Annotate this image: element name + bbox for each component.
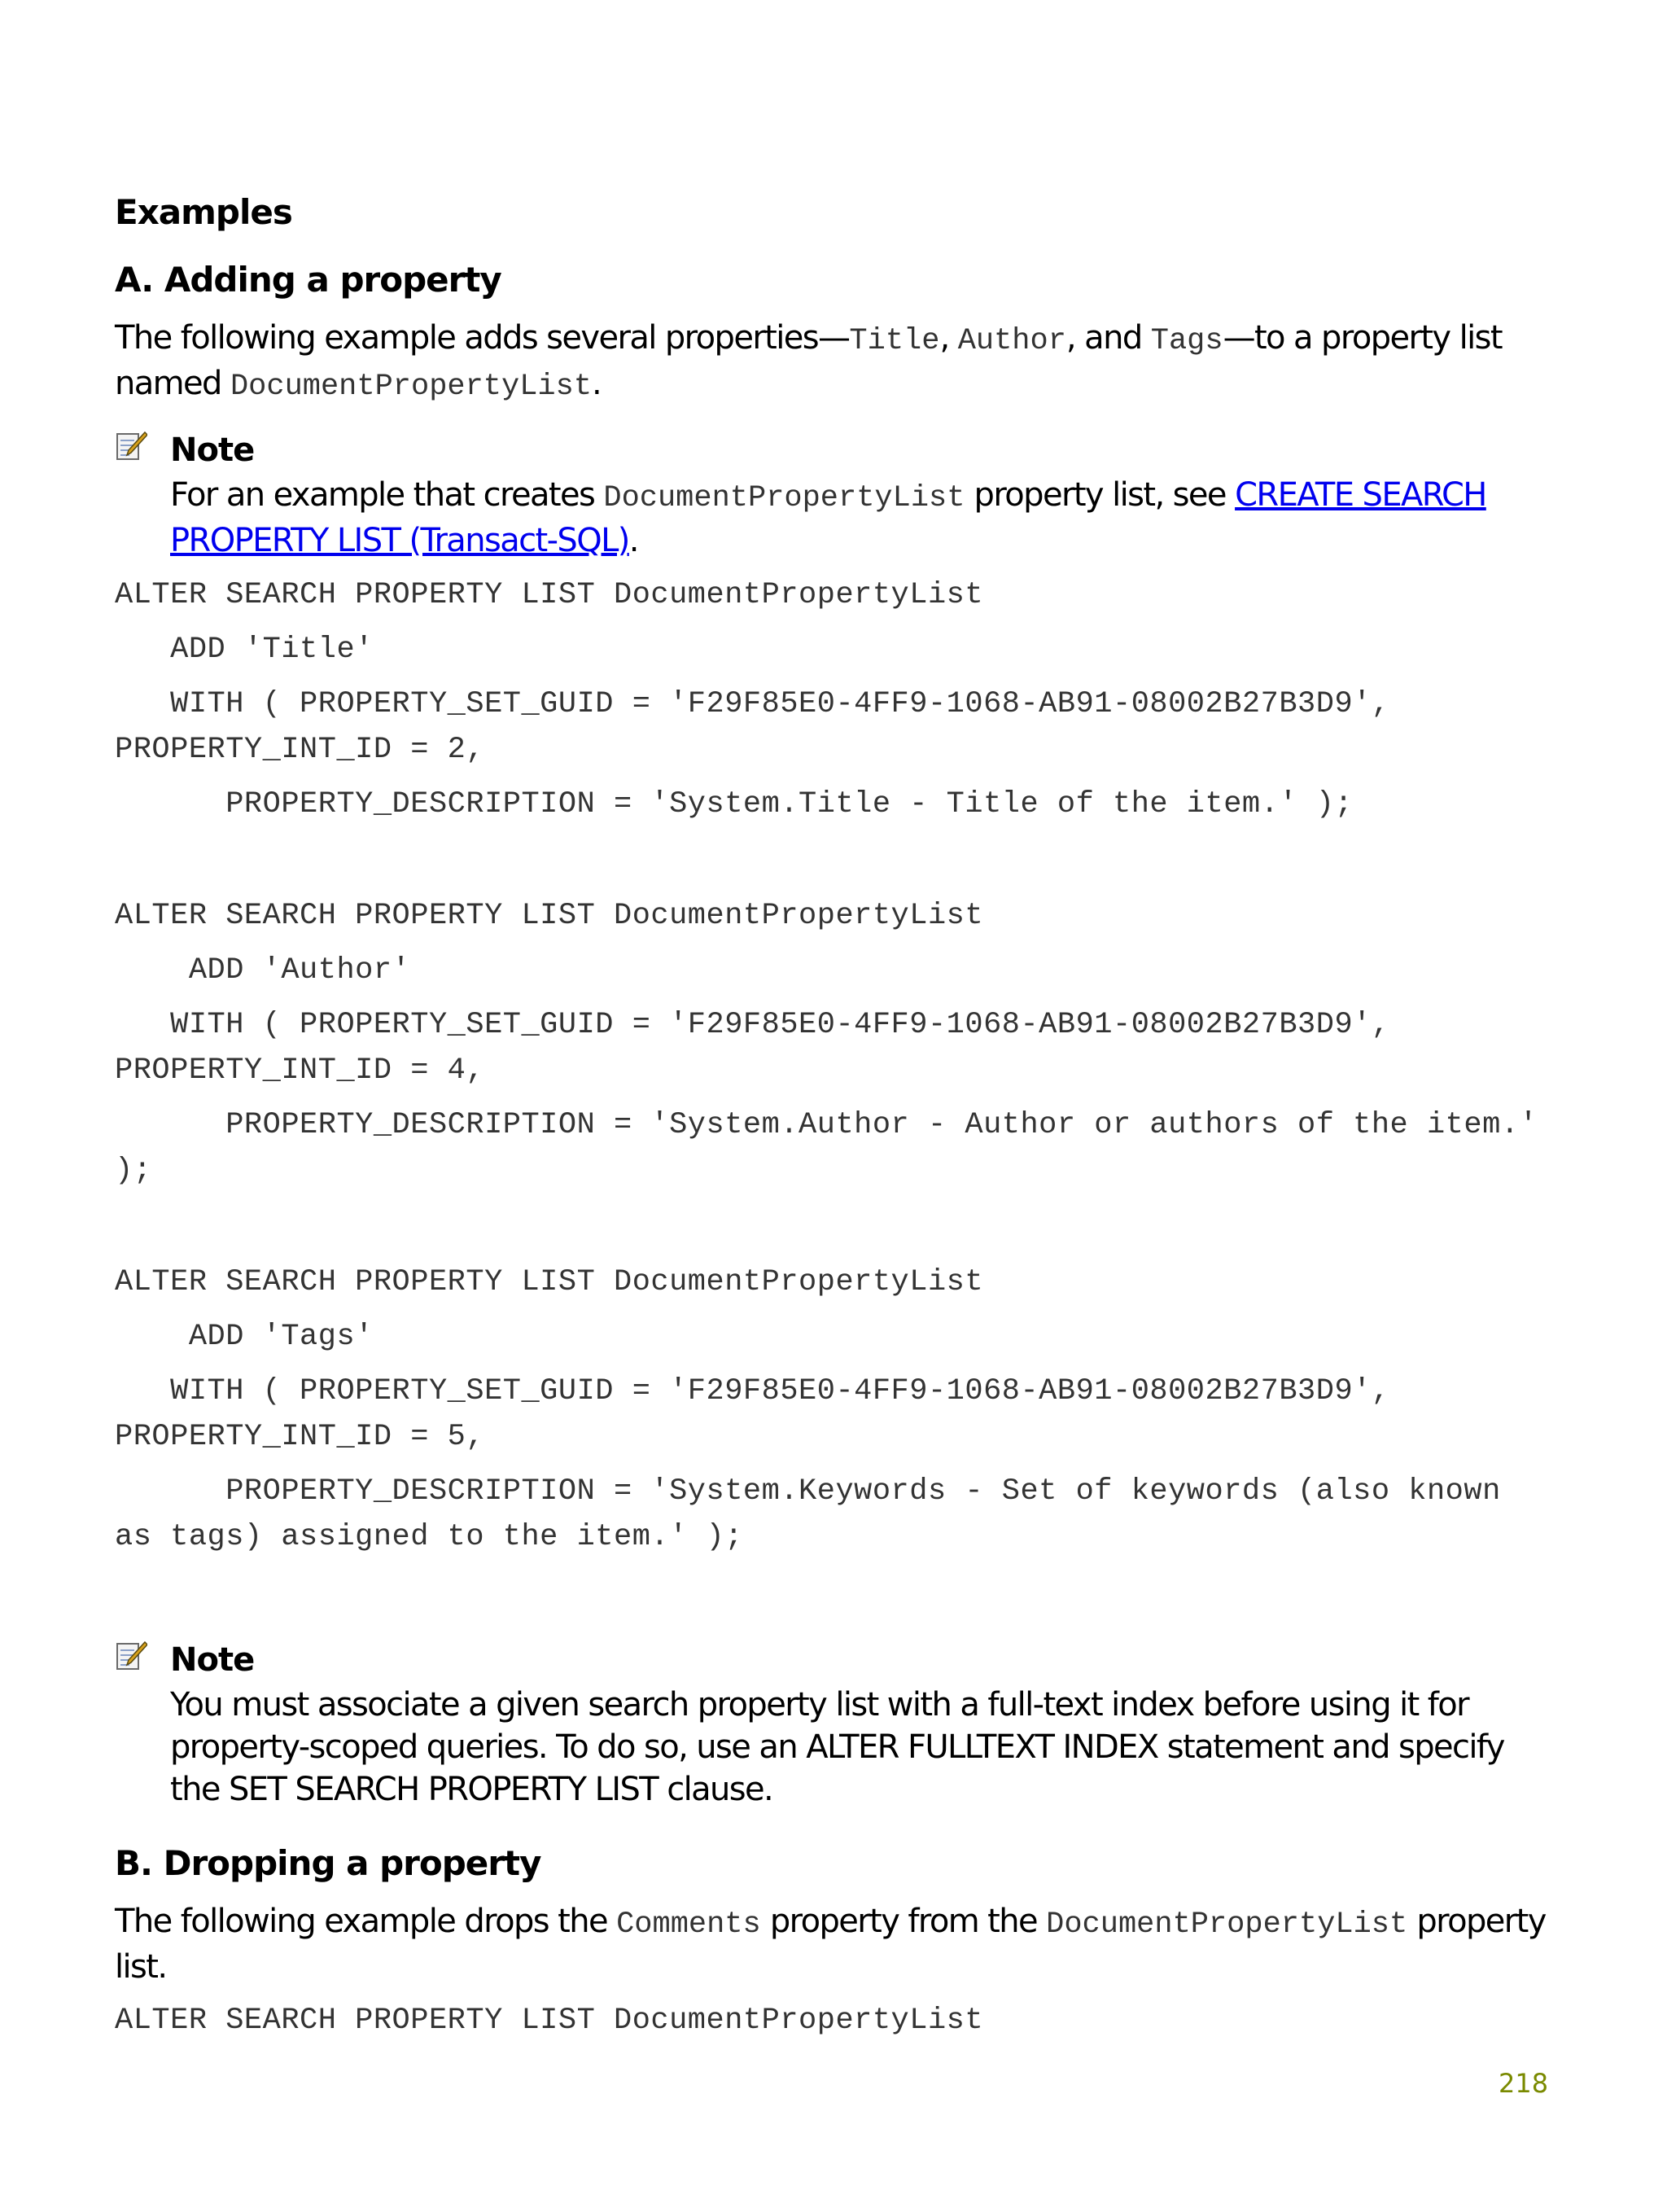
inline-code: DocumentPropertyList [603, 481, 965, 515]
note-text: property list, see [965, 476, 1236, 514]
section-b-intro [115, 1900, 1555, 1988]
inline-code: Title [849, 324, 940, 358]
code-line: PROPERTY_DESCRIPTION = 'System.Keywords - Set of keywords (also known [115, 1474, 1501, 1509]
section-a-heading: A. Adding a property [115, 260, 501, 300]
intro-text: The following example drops the [115, 1903, 617, 1940]
code-line: WITH ( PROPERTY_SET_GUID = 'F29F85E0-4FF9-1068-AB91-08002B27B3D9', [115, 687, 1390, 721]
note-title: Note [170, 431, 255, 469]
note-text: For an example that creates [170, 476, 604, 514]
intro-text: , [939, 319, 958, 357]
intro-text: property list. [115, 1903, 1546, 1986]
inline-code: Author [957, 324, 1066, 358]
note-text: . [628, 522, 638, 559]
create-search-property-list-link[interactable]: CREATE SEARCH PROPERTY LIST (Transact-SQL) [170, 476, 1486, 559]
intro-text: . [592, 365, 602, 402]
code-line: ALTER SEARCH PROPERTY LIST DocumentPropertyList [115, 578, 984, 612]
code-line: ALTER SEARCH PROPERTY LIST DocumentPropertyList [115, 899, 984, 933]
inline-code: DocumentPropertyList [1046, 1908, 1408, 1942]
intro-text: —to a property list named [115, 319, 1502, 402]
inline-code: Tags [1150, 324, 1223, 358]
inline-code: Comments [616, 1908, 761, 1942]
section-a-intro [115, 317, 1547, 408]
code-line: ); [115, 1154, 152, 1188]
code-line: PROPERTY_INT_ID = 4, [115, 1053, 485, 1088]
note-pencil-icon [115, 430, 147, 462]
examples-heading: Examples [115, 192, 292, 232]
code-line: PROPERTY_INT_ID = 2, [115, 733, 485, 767]
intro-text: The following example adds several properties— [115, 319, 850, 357]
intro-text: property from the [760, 1903, 1047, 1940]
code-line: ADD 'Author' [115, 953, 411, 988]
code-line: PROPERTY_DESCRIPTION = 'System.Author - Author or authors of the item.' [115, 1108, 1538, 1142]
inline-code: DocumentPropertyList [230, 370, 593, 404]
note-pencil-icon [115, 1640, 147, 1672]
code-line: ALTER SEARCH PROPERTY LIST DocumentPropertyList [115, 2004, 984, 2038]
code-line: WITH ( PROPERTY_SET_GUID = 'F29F85E0-4FF9-1068-AB91-08002B27B3D9', [115, 1374, 1390, 1408]
intro-text: , and [1065, 319, 1151, 357]
code-line: ADD 'Title' [115, 633, 374, 667]
code-line: WITH ( PROPERTY_SET_GUID = 'F29F85E0-4FF9-1068-AB91-08002B27B3D9', [115, 1008, 1390, 1042]
page-number: 218 [1499, 2068, 1549, 2099]
note-body: You must associate a given search property list with a full-text index before using it for property-scoped queries. To do so, use an ALTER FULLTEXT INDEX statement and specify the SET SEARCH PROPERTY LIST clause. [170, 1686, 1504, 1808]
code-line: ALTER SEARCH PROPERTY LIST DocumentPropertyList [115, 1265, 984, 1299]
code-line: PROPERTY_DESCRIPTION = 'System.Title - Title of the item.' ); [115, 787, 1354, 821]
code-line: ADD 'Tags' [115, 1320, 374, 1354]
note-title: Note [170, 1641, 255, 1679]
code-line: as tags) assigned to the item.' ); [115, 1520, 743, 1554]
section-b-heading: B. Dropping a property [115, 1843, 541, 1883]
note-body [170, 474, 1554, 562]
code-line: PROPERTY_INT_ID = 5, [115, 1420, 485, 1454]
